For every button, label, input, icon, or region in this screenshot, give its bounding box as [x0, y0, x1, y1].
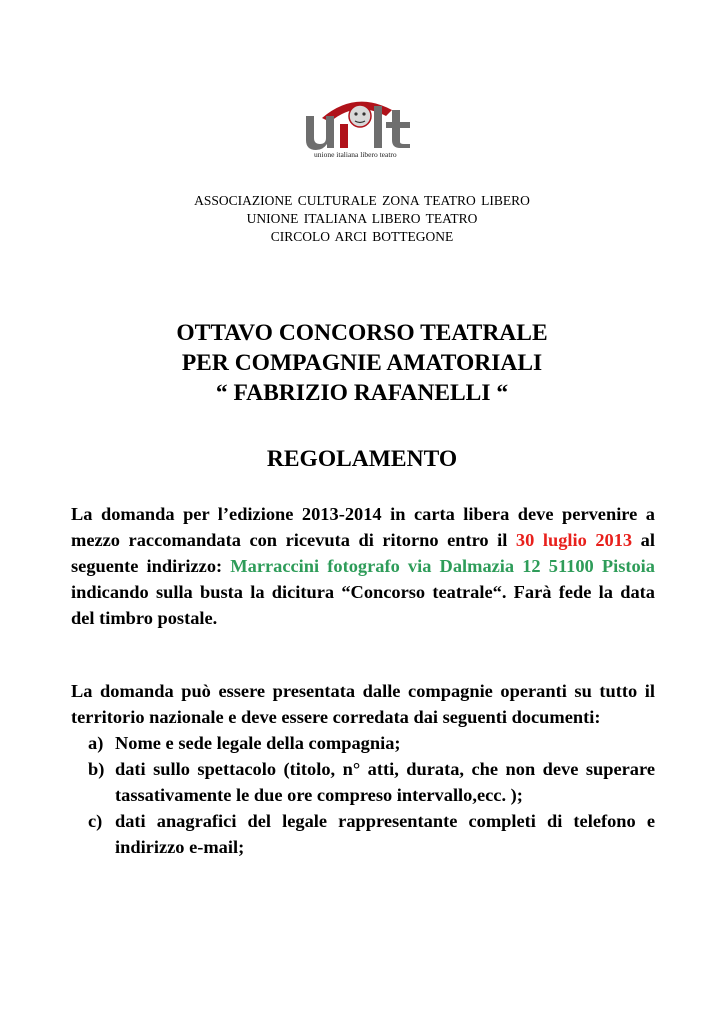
mailing-address: Marraccini fotografo via Dalmazia 12 51100 Pistoia: [230, 556, 655, 576]
uilt-logo-graphic: [300, 94, 426, 154]
association-line-2: UNIONE ITALIANA LIBERO TEATRO: [246, 211, 478, 226]
title-line-2: PER COMPAGNIE AMATORIALI: [181, 350, 543, 376]
regolamento-heading: REGOLAMENTO: [266, 446, 458, 472]
paragraph-required-documents: [71, 678, 655, 860]
list-item: [71, 756, 655, 808]
document-title: [0, 318, 724, 408]
list-item-marker: a): [88, 733, 104, 753]
logo-mask-icon: [349, 105, 371, 127]
title-line-3: “ FABRIZIO RAFANELLI “: [215, 380, 509, 406]
deadline-date: 30 luglio 2013: [515, 530, 633, 550]
list-item-text: dati anagrafici del legale rappresentante completi di telefono e indirizzo e-mail;: [115, 811, 655, 857]
paragraph1-text-after-address: indicando sulla busta la dicitura “Concorso teatrale“. Farà fede la data del timbro postale.: [71, 582, 655, 628]
logo-letter-t: [386, 110, 410, 148]
logo-caption: unione italiana libero teatro: [314, 150, 397, 159]
association-line-3: CIRCOLO ARCI BOTTEGONE: [270, 229, 454, 244]
logo-mask-eye-left: [354, 112, 357, 115]
association-line-1: ASSOCIAZIONE CULTURALE ZONA TEATRO LIBERO: [194, 193, 530, 208]
paragraph1-text-after-date: al seguente indirizzo:: [71, 530, 655, 576]
paragraph2-intro: La domanda può essere presentata dalle compagnie operanti su tutto il territorio nazionale e deve essere corredata dai seguenti documenti:: [71, 681, 655, 727]
list-item: [71, 808, 655, 860]
logo-letter-u: [306, 116, 334, 150]
list-item: [71, 730, 655, 756]
list-item-marker: b): [88, 759, 105, 779]
association-header: [0, 192, 724, 246]
list-item-text: Nome e sede legale della compagnia;: [115, 733, 401, 753]
logo-letter-i: [340, 124, 348, 148]
logo-letter-l: [374, 106, 382, 148]
required-documents-list: [71, 730, 655, 860]
paragraph-application-deadline: [71, 501, 655, 631]
paragraph1-text-before-date: La domanda per l’edizione 2013-2014 in carta libera deve pervenire a mezzo raccomandata con ricevuta di ritorno entro il: [71, 504, 655, 550]
list-item-text: dati sullo spettacolo (titolo, n° atti, durata, che non deve superare tassativamente le due ore compreso intervallo,ecc. );: [115, 759, 655, 805]
title-line-1: OTTAVO CONCORSO TEATRALE: [176, 320, 548, 346]
logo-mask-eye-right: [362, 112, 365, 115]
list-item-marker: c): [88, 811, 103, 831]
